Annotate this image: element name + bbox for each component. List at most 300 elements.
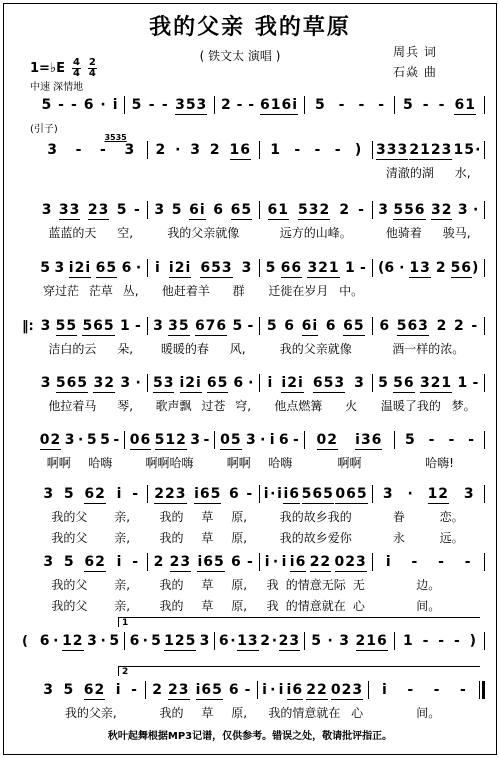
beamed-notes: 02 [316, 432, 339, 448]
note: 2 [339, 202, 350, 218]
dash: - [459, 682, 466, 698]
beamed-notes: 23 [168, 682, 190, 698]
lyrics-spacer [147, 584, 148, 585]
lyrics-spacer [124, 462, 125, 463]
dash: - [134, 318, 141, 334]
lyrics-spacer [372, 290, 373, 291]
note: i [264, 554, 270, 570]
lyric-word: 啊啊哈嗨 [145, 455, 194, 470]
note: 3 [54, 260, 65, 276]
notes-row [22, 95, 488, 115]
barline [372, 259, 373, 277]
lyrics-spacer [147, 405, 148, 406]
lyrics-spacer [484, 462, 485, 463]
beamed-notes: 12 [62, 633, 84, 649]
beamed-notes: 65 [206, 375, 229, 391]
note: i [116, 554, 122, 570]
measure [263, 142, 369, 158]
lyric-cell [263, 704, 369, 721]
time-signature-2-4 [88, 58, 97, 79]
note [237, 633, 258, 649]
measure [376, 554, 482, 570]
lyric-cell [263, 597, 369, 614]
beamed-notes: i6 [289, 554, 307, 570]
measure [263, 202, 369, 218]
lyrics-row [22, 528, 488, 546]
dash: - [422, 97, 429, 113]
note: 5 [232, 318, 243, 334]
note [409, 142, 452, 158]
note [168, 318, 189, 334]
measure [218, 97, 301, 113]
lyric-word: 我的 [159, 598, 184, 613]
lyric-cell [308, 454, 391, 471]
beamed-notes: 065 [335, 486, 368, 502]
dash: - [472, 375, 479, 391]
lyric-word: 中。 [339, 283, 364, 298]
lyrics-spacer [372, 712, 373, 713]
lyric-cell [38, 224, 144, 241]
note [302, 486, 334, 502]
lyric-word: 我的 [159, 705, 184, 720]
beamed-notes: 676 [194, 318, 228, 334]
dot: · [53, 633, 59, 649]
note [196, 682, 223, 698]
dot: · [230, 633, 236, 649]
measure [38, 375, 144, 391]
lyric-cell [376, 576, 482, 593]
staff-system [22, 552, 488, 614]
note [169, 260, 191, 276]
note: 5 [404, 432, 415, 448]
lyric-word: 的情意无际 [285, 577, 346, 592]
beamed-notes: 05 [220, 432, 242, 448]
notes-row [22, 484, 488, 504]
lyrics-row [22, 507, 488, 525]
measure [38, 682, 142, 698]
beamed-notes: 23 [278, 633, 301, 649]
note: 1 [402, 633, 413, 649]
beamed-notes: i2i [179, 375, 202, 391]
beamed-notes: 556 [393, 202, 426, 218]
lyrics-spacer [484, 584, 485, 585]
lyric-word: 我的故乡爱你 [279, 530, 352, 545]
note: 5 [265, 260, 276, 276]
lyric-word: 蓝蓝的天 [48, 225, 97, 240]
beamed-notes: 333 [376, 142, 409, 158]
beamed-notes: 53 [153, 375, 175, 391]
lyric-word: 恋。 [439, 509, 464, 524]
dash: - [422, 633, 429, 649]
note: 3 [41, 202, 52, 218]
note [200, 260, 232, 276]
note [220, 432, 241, 448]
beamed-notes: 2123 [409, 142, 453, 158]
note: 3 [463, 486, 474, 502]
note: i [267, 375, 273, 391]
barline [484, 96, 485, 114]
measure [38, 133, 144, 158]
note [431, 202, 452, 218]
barline [147, 553, 148, 571]
note: i [115, 682, 121, 698]
notes-row [22, 552, 488, 572]
lyric-word: 草 [201, 530, 214, 545]
note [393, 202, 425, 218]
lyrics-spacer [372, 516, 373, 517]
dash: - [247, 554, 253, 570]
beamed-notes: i65 [197, 554, 225, 570]
lyric-cell [151, 529, 257, 546]
lyric-word: 我的父 [51, 530, 88, 545]
beamed-notes: 6i [189, 202, 206, 218]
lyric-word: 原, [231, 577, 248, 592]
lyric-word: 歌声飘 [155, 398, 192, 413]
volta-second-ending: 2 [118, 666, 480, 676]
measure [151, 554, 257, 570]
beamed-notes: 65 [230, 202, 253, 218]
barline [304, 632, 305, 650]
note: 5 [116, 202, 127, 218]
dot: · [272, 554, 279, 570]
beamed-notes: 023 [334, 554, 367, 570]
lyrics-spacer [372, 537, 373, 538]
lyric-word: 我的 [159, 509, 184, 524]
lyric-cell [151, 597, 257, 614]
note: 5 [40, 260, 50, 276]
lyric-word: 啊啊 [46, 455, 71, 470]
lyric-word: 间。 [416, 705, 441, 720]
beamed-notes: 35 [168, 318, 190, 334]
beamed-notes: 16 [229, 142, 251, 158]
dash: - [433, 682, 440, 698]
dash: - [113, 432, 120, 448]
time-denominator: 4 [88, 68, 96, 79]
dot: · [135, 260, 142, 276]
beamed-notes: i6 [286, 682, 304, 698]
note: 3 [246, 432, 256, 448]
beamed-notes: 23 [169, 554, 192, 570]
beamed-notes: 13 [409, 260, 431, 276]
beamed-notes: i6 [283, 486, 301, 502]
lyric-cell [398, 454, 481, 471]
note [69, 260, 91, 276]
note: 2 [152, 682, 163, 698]
dash: - [453, 633, 460, 649]
lyric-cell [376, 597, 482, 614]
lyrics-spacer [484, 537, 485, 538]
beamed-notes: 32 [93, 375, 115, 391]
barline [124, 431, 125, 449]
note [335, 486, 367, 502]
measure [218, 432, 301, 448]
notes-row [22, 316, 488, 336]
lyrics-spacer [259, 172, 260, 173]
note [84, 486, 105, 502]
time-signature-4-4 [72, 58, 81, 79]
note: 2 [220, 97, 231, 113]
lyric-word: 永 [392, 530, 405, 545]
barline [394, 431, 395, 449]
beamed-notes: 65 [95, 260, 118, 276]
note: 6 [228, 682, 239, 698]
barline [372, 374, 373, 392]
lyric-word: 过苍 [201, 398, 226, 413]
dash: - [438, 97, 445, 113]
barline [145, 681, 146, 699]
lyric-word: 水, [454, 165, 471, 180]
lyric-word: 啊啊 [226, 455, 251, 470]
note [168, 682, 189, 698]
note: 5 [131, 97, 142, 113]
note [355, 432, 382, 448]
lyric-cell [376, 397, 482, 414]
lyric-word: 草 [201, 705, 214, 720]
staff-system [22, 258, 488, 299]
lyric-word: 骏马, [442, 225, 471, 240]
dash: - [293, 432, 299, 448]
lyrics-spacer [484, 172, 485, 173]
dot: · [270, 682, 276, 698]
dash: - [438, 554, 444, 570]
barline [304, 96, 305, 114]
note: i [281, 554, 287, 570]
note: 3 [40, 318, 51, 334]
note [268, 202, 289, 218]
lyric-cell [38, 508, 144, 525]
lyrics-row [22, 163, 488, 181]
barline [368, 681, 369, 699]
lyrics-spacer [214, 462, 215, 463]
note: 56) [450, 260, 479, 276]
note: 3 [64, 432, 75, 448]
performer-credit: ( 铁文太 演唱 ) [199, 49, 281, 63]
beamed-notes: 13 [237, 633, 259, 649]
note [343, 318, 364, 334]
lyrics-spacer [484, 405, 485, 406]
note [230, 142, 251, 158]
measure [376, 318, 482, 334]
note [331, 682, 363, 698]
lyric-word: 我 [266, 577, 279, 592]
note: 1 [457, 375, 468, 391]
lyric-word: 远方的山峰。 [279, 225, 352, 240]
measure [398, 97, 481, 113]
note: 6 [284, 318, 294, 334]
note [207, 375, 228, 391]
barline [147, 141, 148, 159]
note [283, 486, 300, 502]
measure [263, 554, 369, 570]
note [281, 260, 302, 276]
beamed-notes: i2i [281, 375, 304, 391]
lyrics-row [22, 575, 488, 593]
beamed-notes: 12 [427, 486, 450, 502]
dot: · [472, 202, 479, 218]
lyric-cell [38, 282, 144, 299]
dash: - [411, 554, 418, 570]
note [317, 432, 338, 448]
measure [308, 633, 391, 649]
lyrics-row [22, 339, 488, 357]
note: 5 [403, 97, 413, 113]
dash: - [314, 142, 321, 158]
note: 5 [266, 318, 277, 334]
note: 5 [63, 486, 74, 502]
note [428, 486, 449, 502]
lyric-word: 草 [201, 598, 214, 613]
measure [261, 682, 365, 698]
note: 3 [241, 260, 252, 276]
beamed-notes: 321 [419, 375, 453, 391]
dash: - [161, 97, 168, 113]
note [302, 318, 319, 334]
beamed-notes: 65 [343, 318, 365, 334]
lyric-cell [376, 529, 482, 546]
notes-row [22, 200, 488, 220]
note [197, 554, 224, 570]
lyric-word: 亲, [114, 509, 131, 524]
lyric-word: 火 [345, 398, 358, 413]
note: 5 [86, 432, 97, 448]
note [281, 375, 303, 391]
lyric-cell [263, 576, 369, 593]
note: i [385, 554, 391, 570]
staff-system [22, 200, 488, 241]
lyrics-spacer [147, 516, 148, 517]
lyric-word: 温暖了我的 [380, 398, 441, 413]
notes-row [22, 373, 488, 393]
transcription-note: 秋叶起舞根据MP3记谱，仅供参考。错误之处，敬请批评指正。 [107, 731, 393, 742]
dash: - [378, 97, 385, 113]
note [356, 633, 388, 649]
lyrics-spacer [484, 712, 485, 713]
dot: · [407, 486, 413, 502]
lyric-cell [376, 224, 482, 241]
note: 3 [378, 202, 388, 218]
note [376, 142, 408, 158]
dot: · [399, 260, 405, 276]
note: 1 [270, 142, 280, 158]
notes-row [22, 258, 488, 278]
measure [128, 97, 211, 113]
note [180, 375, 202, 391]
dot: · [248, 375, 254, 391]
measure [38, 554, 144, 570]
lyric-cell [38, 576, 144, 593]
dash: - [203, 432, 210, 448]
lyric-word: 他骑着 [385, 225, 422, 240]
barline [304, 431, 305, 449]
note [409, 260, 430, 276]
note: 2 [153, 554, 164, 570]
barline [372, 317, 373, 335]
lyric-word: 哈嗨 [268, 455, 293, 470]
lyrics-spacer [147, 172, 148, 173]
barline [259, 374, 260, 392]
barline [259, 317, 260, 335]
time-denominator: 4 [72, 68, 80, 79]
volta-first-ending: 1 [118, 617, 480, 627]
beamed-notes: 66 [280, 260, 303, 276]
lyric-cell [151, 340, 257, 357]
dash: - [246, 486, 253, 502]
measure [218, 633, 301, 649]
note [82, 318, 114, 334]
lyric-word: 原, [231, 598, 248, 613]
note: (6 [377, 260, 395, 276]
note: 6 [325, 318, 336, 334]
note [306, 682, 327, 698]
lyric-word: 啊啊 [337, 455, 362, 470]
note: 5 [63, 682, 74, 698]
lyric-word: 我的父 [51, 509, 88, 524]
note: i [116, 486, 122, 502]
lyrics-row [22, 396, 488, 414]
lyric-cell [376, 164, 482, 181]
lyrics-spacer [147, 232, 148, 233]
lyric-cell [38, 529, 144, 546]
note: ) [354, 142, 362, 158]
barline [124, 632, 125, 650]
lyrics-spacer [259, 605, 260, 606]
beamed-notes: 22 [309, 554, 332, 570]
lyrics-spacer [484, 232, 485, 233]
beamed-notes: 565 [55, 375, 89, 391]
measure [38, 633, 121, 649]
lyric-word: 他点燃篝 [274, 398, 323, 413]
lyric-cell [263, 397, 369, 414]
lyric-cell [263, 282, 369, 299]
barline [372, 485, 373, 503]
measure [372, 682, 476, 698]
note: 2 [209, 142, 220, 158]
note: 6 [121, 260, 132, 276]
lyric-word: 的情意就在 [285, 598, 346, 613]
beamed-notes: 6i [301, 318, 319, 334]
note: 3 [457, 202, 468, 218]
beamed-notes: i2i [168, 260, 192, 276]
measure [376, 375, 482, 391]
dash: - [148, 97, 155, 113]
dash: - [236, 97, 243, 113]
lyric-word: 边。 [416, 577, 441, 592]
lyric-cell [151, 576, 257, 593]
note [307, 260, 339, 276]
dash: - [438, 633, 445, 649]
note [84, 554, 105, 570]
barline [484, 632, 485, 650]
barline [259, 201, 260, 219]
dot: · [78, 432, 84, 448]
note [393, 375, 414, 391]
measure [376, 260, 482, 276]
lyric-cell [151, 508, 257, 525]
note [56, 375, 88, 391]
key-and-time-signature [30, 58, 97, 79]
measure [151, 318, 257, 334]
beamed-notes: 62 [83, 682, 106, 698]
note [164, 633, 196, 649]
measure [263, 375, 369, 391]
lyrics-spacer [259, 516, 260, 517]
barline [484, 553, 485, 571]
note: 5 [464, 142, 475, 158]
note [260, 97, 298, 113]
lyric-word: 心 [352, 598, 365, 613]
note [195, 318, 227, 334]
lyric-word: 梦。 [451, 398, 476, 413]
